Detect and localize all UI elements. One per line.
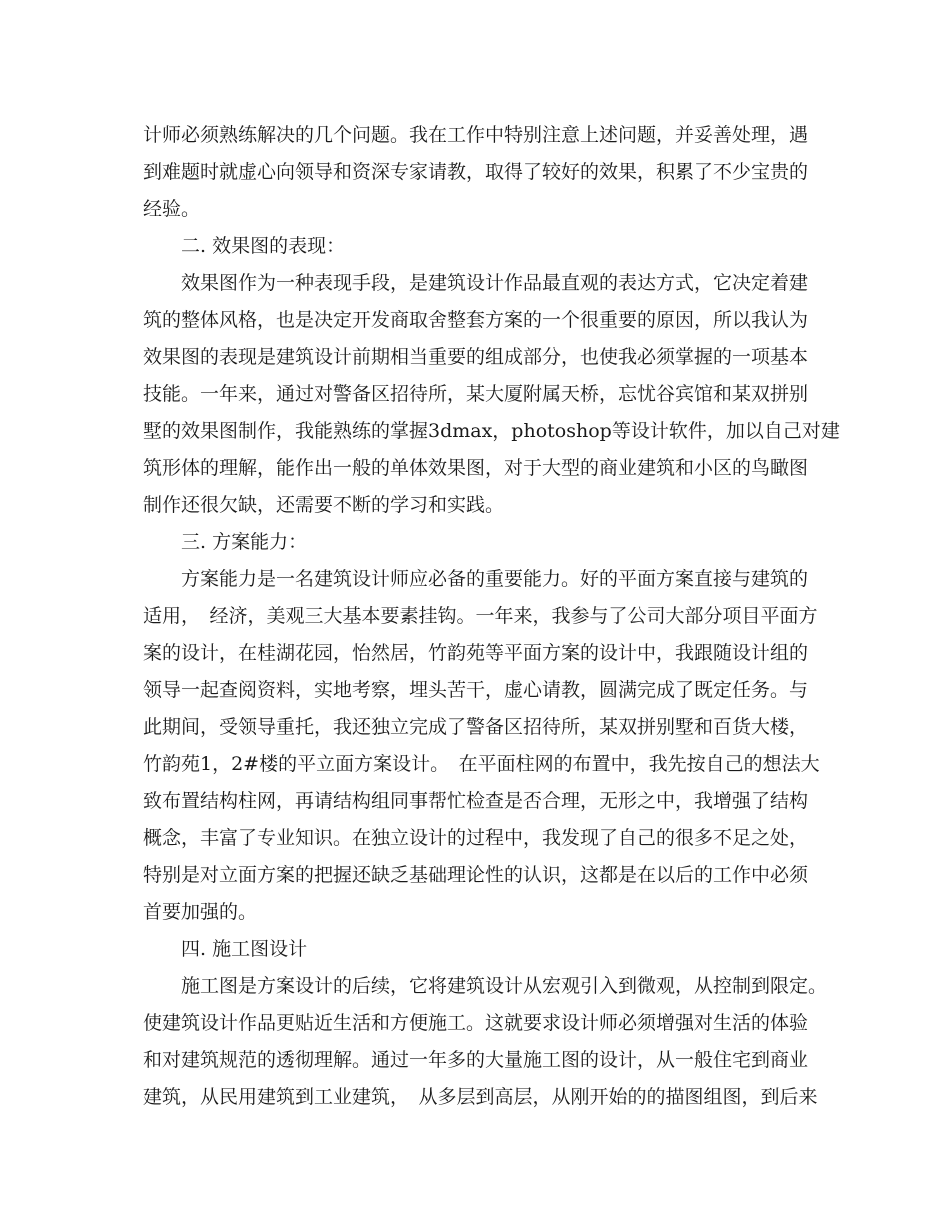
document-body	[143, 117, 840, 1116]
text-line: 致布置结构柱网，再请结构组同事帮忙检查是否合理，无形之中，我增强了结构	[143, 790, 809, 812]
text-line: 领导一起查阅资料，实地考察，埋头苦干，虚心请教，圆满完成了既定任务。与	[143, 679, 809, 701]
text-line: 使建筑设计作品更贴近生活和方便施工。这就要求设计师必须增强对生活的体验	[143, 1012, 809, 1034]
text-line: 效果图的表现是建筑设计前期相当重要的组成部分，也使我必须掌握的一项基本	[143, 346, 809, 368]
text-line: 和对建筑规范的透彻理解。通过一年多的大量施工图的设计，从一般住宅到商业	[143, 1049, 809, 1071]
text-line: 墅的效果图制作，我能熟练的掌握3dmax，photoshop等设计软件，加以自己对建	[143, 420, 840, 442]
text-line: 适用， 经济，美观三大基本要素挂钩。一年来，我参与了公司大部分项目平面方	[143, 605, 818, 627]
text-line: 建筑，从民用建筑到工业建筑， 从多层到高层，从刚开始的的描图组图，到后来	[143, 1086, 818, 1108]
text-line: 施工图是方案设计的后续，它将建筑设计从宏观引入到微观，从控制到限定。	[181, 975, 828, 997]
text-line: 特别是对立面方案的把握还缺乏基础理论性的认识，这都是在以后的工作中必须	[143, 864, 809, 886]
text-line: 筑的整体风格，也是决定开发商取舍整套方案的一个很重要的原因，所以我认为	[143, 309, 809, 331]
text-line: 经验。	[143, 198, 201, 220]
text-line: 四. 施工图设计	[181, 938, 308, 960]
text-line: 此期间，受领导重托，我还独立完成了警备区招待所，某双拼别墅和百货大楼，	[143, 716, 809, 738]
text-line: 制作还很欠缺，还需要不断的学习和实践。	[143, 494, 505, 516]
text-line: 案的设计，在桂湖花园，怡然居，竹韵苑等平面方案的设计中，我跟随设计组的	[143, 642, 809, 664]
text-line: 竹韵苑1，2#楼的平立面方案设计。 在平面柱网的布置中，我先按自己的想法大	[143, 753, 820, 775]
text-line: 三. 方案能力：	[181, 531, 308, 553]
text-line: 概念，丰富了专业知识。在独立设计的过程中，我发现了自己的很多不足之处，	[143, 827, 809, 849]
text-line: 效果图作为一种表现手段，是建筑设计作品最直观的表达方式，它决定着建	[181, 272, 809, 294]
text-line: 二. 效果图的表现：	[181, 235, 346, 257]
text-line: 到难题时就虚心向领导和资深专家请教，取得了较好的效果，积累了不少宝贵的	[143, 161, 809, 183]
text-line: 技能。一年来，通过对警备区招待所，某大厦附属天桥，忘忧谷宾馆和某双拼别	[143, 383, 809, 405]
text-line: 首要加强的。	[143, 901, 258, 923]
text-line: 筑形体的理解，能作出一般的单体效果图，对于大型的商业建筑和小区的鸟瞰图	[143, 457, 809, 479]
text-line: 计师必须熟练解决的几个问题。我在工作中特别注意上述问题，并妥善处理，遇	[143, 124, 809, 146]
text-line: 方案能力是一名建筑设计师应必备的重要能力。好的平面方案直接与建筑的	[181, 568, 809, 590]
